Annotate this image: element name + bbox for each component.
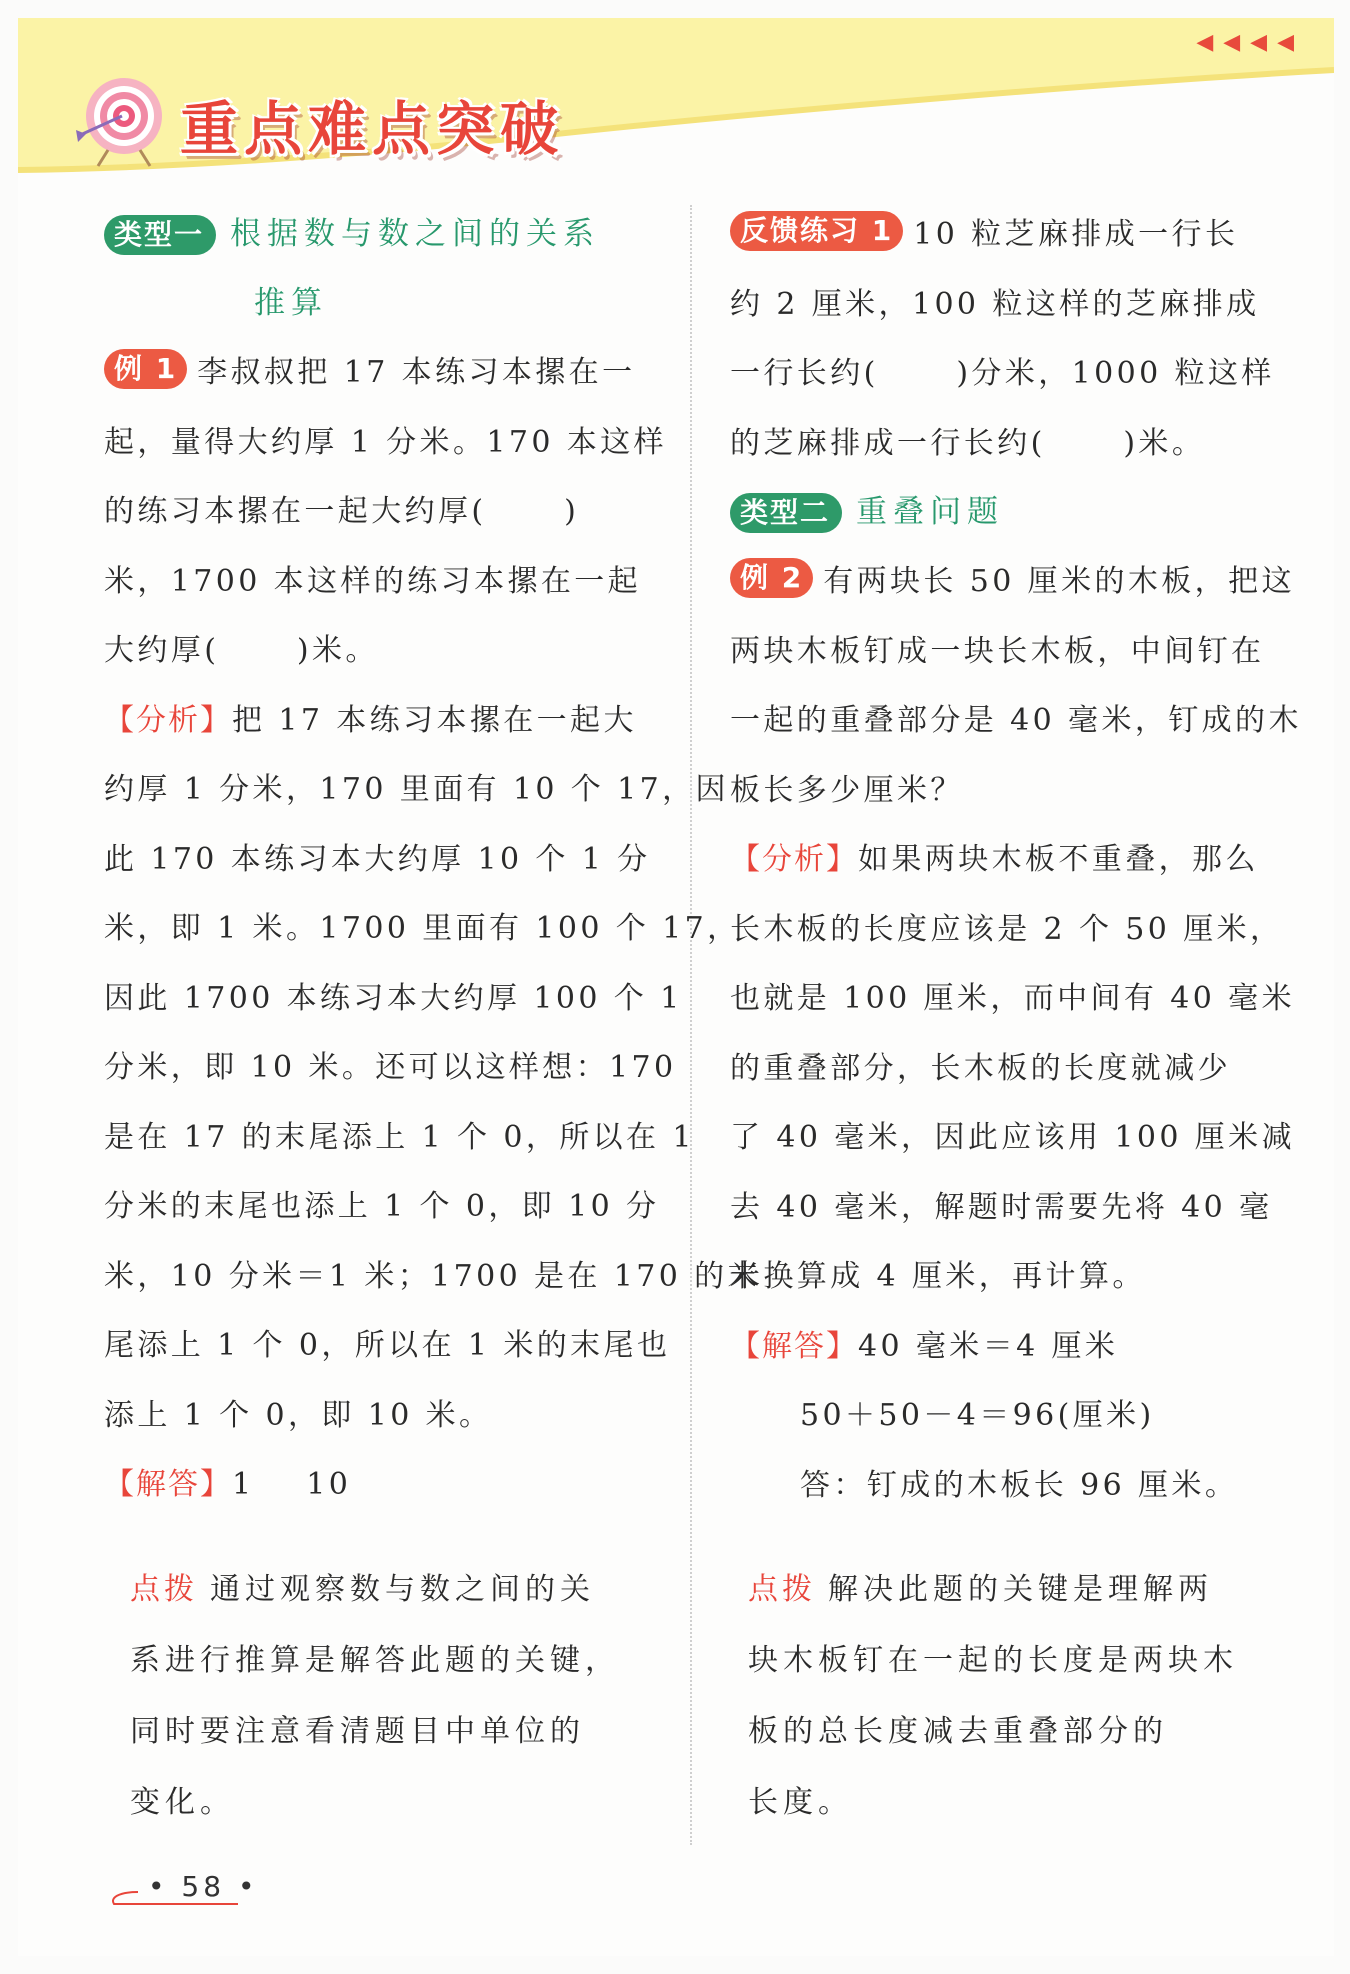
analysis-line: 分米的末尾也添上 1 个 0，即 10 分 <box>104 1189 660 1224</box>
example-line: 两块木板钉成一块长木板，中间钉在 <box>730 633 1265 669</box>
type-badge: 类型二 <box>730 493 842 533</box>
tip-line: 长度。 <box>748 1785 853 1820</box>
tip-text: 通过观察数与数之间的关 <box>210 1571 595 1607</box>
analysis-line: 米，即 1 米。1700 里面有 100 个 17， <box>104 911 741 946</box>
column-divider <box>690 205 692 1845</box>
feedback-line <box>730 200 1280 270</box>
tip-line: 同时要注意看清题目中单位的 <box>130 1713 585 1749</box>
feedback-badge: 反馈练习 1 <box>730 211 903 251</box>
example-badge: 例 2 <box>730 558 813 598</box>
type-badge: 类型一 <box>104 215 216 255</box>
page-number-text: • 58 • <box>148 1870 259 1903</box>
tip-line: 板的总长度减去重叠部分的 <box>748 1714 1168 1749</box>
analysis-label: 【分析】 <box>730 842 858 877</box>
analysis-line <box>104 686 652 756</box>
tip-line: 系进行推算是解答此题的关键， <box>130 1642 620 1678</box>
tip-box <box>730 1554 1280 1838</box>
type-title-line-2: 推算 <box>254 285 328 321</box>
feedback-line: 的芝麻排成一行长约( )米。 <box>730 425 1206 461</box>
answer-text: 1 10 <box>232 1467 352 1502</box>
analysis-line: 了 40 毫米，因此应该用 100 厘米减 <box>730 1120 1295 1155</box>
feedback-line: 约 2 厘米，100 粒这样的芝麻排成 <box>730 286 1260 322</box>
analysis-line: 因此 1700 本练习本大约厚 100 个 1 <box>104 980 683 1016</box>
analysis-line: 是在 17 的末尾添上 1 个 0，所以在 1 <box>104 1119 695 1155</box>
example-line: 板长多少厘米？ <box>730 772 964 808</box>
arrow-left-icon: ◀ <box>1196 30 1214 55</box>
example-line: 的练习本摞在一起大约厚( ) <box>104 494 580 529</box>
section-title: 重点难点突破 <box>180 95 565 163</box>
right-column <box>730 200 1302 1838</box>
analysis-line: 分米，即 10 米。还可以这样想：170 <box>104 1050 677 1085</box>
tip-text: 解决此题的关键是理解两 <box>828 1572 1213 1607</box>
answer-line: 答：钉成的木板长 96 厘米。 <box>800 1467 1239 1503</box>
analysis-line: 也就是 100 厘米，而中间有 40 毫米 <box>730 981 1295 1016</box>
answer-line <box>104 1450 652 1520</box>
tip-box <box>104 1554 652 1838</box>
analysis-line: 长木板的长度应该是 2 个 50 厘米， <box>730 911 1284 947</box>
type-title-continued <box>104 269 652 338</box>
tip-label: 点拨 <box>130 1571 198 1607</box>
analysis-line: 此 170 本练习本大约厚 10 个 1 分 <box>104 841 651 877</box>
left-column <box>104 200 761 1838</box>
example-line <box>730 547 1295 617</box>
example-text: 李叔叔把 17 本练习本摞在一 <box>197 355 636 390</box>
analysis-text: 如果两块木板不重叠，那么 <box>858 842 1259 877</box>
analysis-text: 把 17 本练习本摞在一起大 <box>232 702 637 738</box>
analysis-line: 尾添上 1 个 0，所以在 1 米的末尾也 <box>104 1328 671 1363</box>
tip-line: 块木板钉在一起的长度是两块木 <box>748 1643 1238 1678</box>
type-heading <box>104 200 652 269</box>
decorative-arrows <box>1196 30 1294 55</box>
example-line: 大约厚( )米。 <box>104 633 379 668</box>
tip-line <box>130 1554 652 1625</box>
page-number <box>112 1870 259 1903</box>
example-line: 米，1700 本这样的练习本摞在一起 <box>104 563 642 599</box>
example-text: 有两块长 50 厘米的木板，把这 <box>823 564 1295 599</box>
target-icon <box>72 70 172 170</box>
example-line <box>104 338 652 408</box>
example-badge: 例 1 <box>104 349 187 389</box>
arrow-left-icon: ◀ <box>1223 30 1241 55</box>
arrow-left-icon: ◀ <box>1250 30 1268 55</box>
arrow-left-icon: ◀ <box>1277 30 1294 55</box>
analysis-line <box>730 825 1280 895</box>
analysis-line: 约厚 1 分米，170 里面有 10 个 17，因 <box>104 772 729 807</box>
analysis-line: 米，10 分米＝1 米；1700 是在 170 的末 <box>104 1258 761 1294</box>
type-title: 重叠问题 <box>856 494 1005 530</box>
example-line: 一起的重叠部分是 40 毫米，钉成的木 <box>730 703 1302 738</box>
analysis-line: 的重叠部分，长木板的长度就减少 <box>730 1050 1231 1086</box>
answer-text: 40 毫米＝4 厘米 <box>858 1328 1119 1364</box>
tip-line: 变化。 <box>130 1784 235 1820</box>
example-line: 起，量得大约厚 1 分米。170 本这样 <box>104 424 667 460</box>
tip-line <box>748 1554 1280 1625</box>
analysis-line: 去 40 毫米，解题时需要先将 40 毫 <box>730 1189 1273 1225</box>
analysis-line: 米换算成 4 厘米，再计算。 <box>730 1259 1146 1294</box>
tip-label: 点拨 <box>748 1572 816 1607</box>
answer-line: 50＋50－4＝96(厘米) <box>800 1398 1155 1433</box>
feedback-text: 10 粒芝麻排成一行长 <box>913 217 1239 252</box>
answer-line <box>730 1312 1280 1382</box>
type-heading <box>730 478 1280 547</box>
analysis-label: 【分析】 <box>104 702 232 738</box>
type-title: 根据数与数之间的关系 <box>230 216 601 252</box>
analysis-line: 添上 1 个 0，即 10 米。 <box>104 1397 493 1433</box>
feedback-line: 一行长约( )分米，1000 粒这样 <box>730 356 1275 391</box>
answer-label: 【解答】 <box>104 1467 232 1502</box>
answer-label: 【解答】 <box>730 1328 858 1364</box>
